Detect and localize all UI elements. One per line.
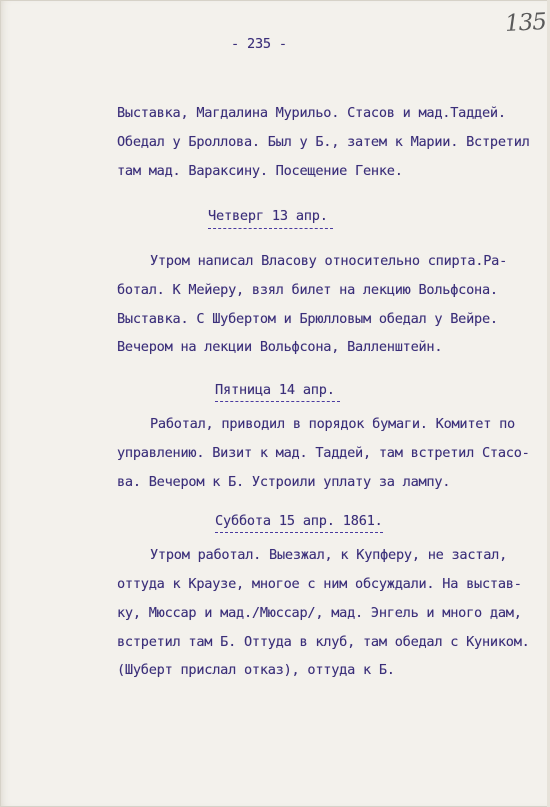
paragraph-line: Утром работал. Выезжал, к Купферу, не застал,	[150, 547, 508, 563]
paragraph-line: там мад. Вараксину. Посещение Генке.	[117, 163, 403, 179]
heading-underline	[215, 532, 383, 533]
paragraph-line: Обедал у Броллова. Был у Б., затем к Марии. Встретил	[117, 134, 530, 150]
handwritten-page-number: 135	[504, 8, 547, 38]
entry-date-heading: Пятница 14 апр.	[215, 382, 335, 398]
paragraph-line: Выставка, Магдалина Мурильо. Стасов и мад.Таддей.	[117, 105, 506, 121]
paragraph-line: (Шуберт прислал отказ), оттуда к Б.	[117, 662, 395, 678]
entry-date-heading: Четверг 13 апр.	[208, 208, 328, 224]
paragraph-line: оттуда к Краузе, многое с ним обсуждали. На выстав-	[117, 576, 522, 592]
paragraph-line: Выставка. С Шубертом и Брюлловым обедал у Вейре.	[117, 311, 498, 327]
page-number: - 235 -	[231, 36, 287, 52]
heading-underline	[208, 228, 333, 229]
paragraph-line: ку, Мюссар и мад./Мюссар/, мад. Энгель и много дам,	[117, 605, 522, 621]
paragraph-line: Утром написал Власову относительно спирта.Ра-	[150, 253, 508, 269]
paragraph-line: ва. Вечером к Б. Устроили уплату за лампу.	[117, 474, 451, 490]
entry-date-heading: Суббота 15 апр. 1861.	[215, 513, 383, 529]
paragraph-line: встретил там Б. Оттуда в клуб, там обедал с Куником.	[117, 634, 530, 650]
heading-underline	[215, 401, 340, 402]
paragraph-line: Вечером на лекции Вольфсона, Валленштейн.	[117, 339, 443, 355]
paragraph-line: Работал, приводил в порядок бумаги. Комитет по	[150, 416, 515, 432]
paragraph-line: управлению. Визит к мад. Таддей, там встретил Стасо-	[117, 445, 530, 461]
paragraph-line: ботал. К Мейеру, взял билет на лекцию Вольфсона.	[117, 282, 498, 298]
